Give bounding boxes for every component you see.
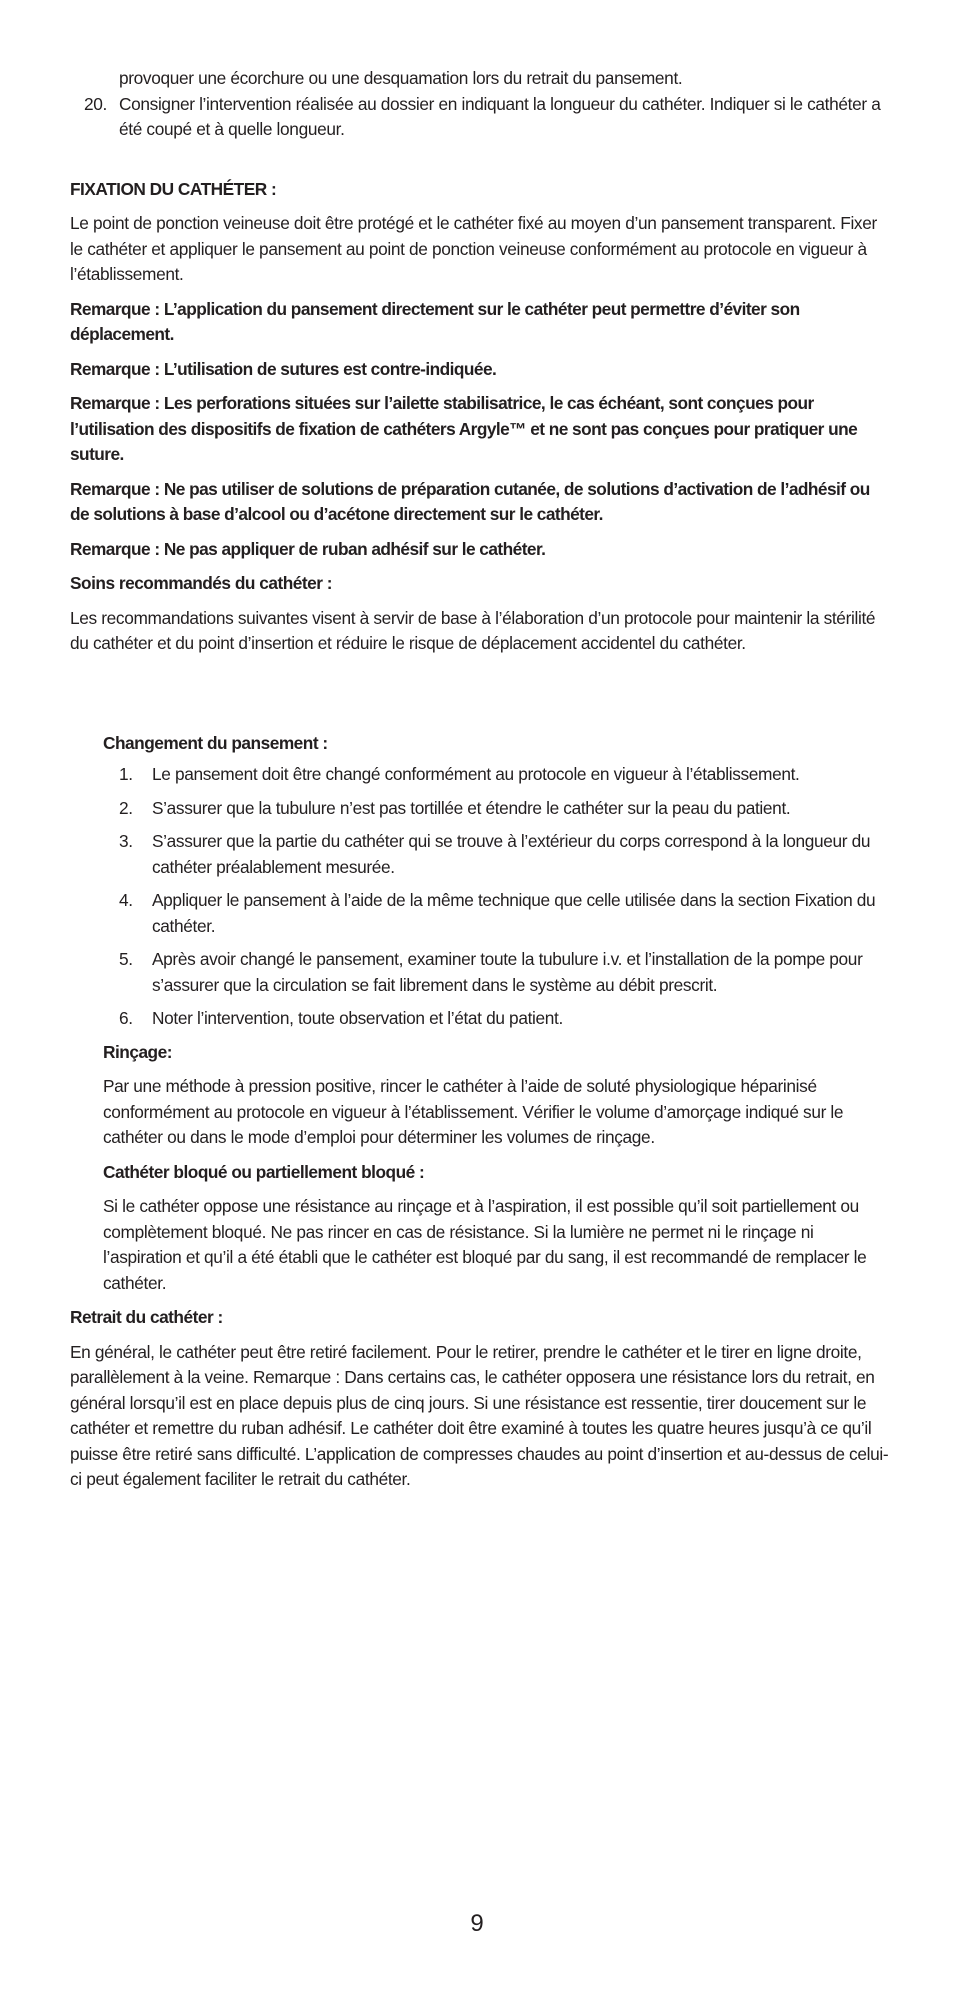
section-heading-soins: Soins recommandés du cathéter : [70,573,333,593]
list-item-number: 5. [119,949,133,969]
list-item-number: 6. [119,1008,133,1028]
list-item [103,796,890,822]
list-item-number: 3. [119,831,133,851]
subsection-heading-changement: Changement du pansement : [103,732,328,753]
section-heading-retrait: Retrait du cathéter : [70,1307,223,1327]
list-item-text: Le pansement doit être changé conformément au protocole en vigueur à l’établissement. [152,764,800,784]
list-item [103,947,890,998]
list-item-text: Consigner l’intervention réalisée au dossier en indiquant la longueur du cathéter. Indiquer si le cathéter a été coupé et à quelle longueur. [119,93,881,139]
page-content [70,66,890,1493]
page-number: 9 [470,1910,484,1937]
rincage-body: Par une méthode à pression positive, rincer le cathéter à l’aide de soluté physiologique héparinisé conformément au protocole en vigueur à l’établissement. Vérifier le volume d’amorçage indiqué sur le cathéter ou dans le mode d’emploi pour déterminer les volumes de rinçage. [103,1076,844,1147]
note-paragraph: Remarque : Ne pas appliquer de ruban adhésif sur le cathéter. [70,538,546,559]
fixation-body: Le point de ponction veineuse doit être protégé et le cathéter fixé au moyen d’un pansement transparent. Fixer le cathéter et appliquer le pansement au point de ponction veineuse conformément au protocole en vigueur à l’établissement. [70,213,877,284]
section-heading-fixation: FIXATION DU CATHÉTER : [70,178,277,199]
list-item-number: 2. [119,797,133,818]
list-item [70,92,890,143]
procedure-list-end [70,92,890,143]
list-item-number: 20. [84,93,107,114]
list-item [103,888,890,939]
list-item [103,762,890,788]
retrait-body: En général, le cathéter peut être retiré facilement. Pour le retirer, prendre le cathéter et le tirer en ligne droite, parallèlement à la veine. Remarque : Dans certains cas, le cathéter opposera une résistance lors du retrait, en général lorsqu’il est en place depuis plus de cinq jours. Si une résistance est ressentie, tirer doucement sur le cathéter et remettre du ruban adhésif. Le cathéter doit être examiné à toutes les quatre heures jusqu’à ce qu’il puisse être retiré sans difficulté. L’application de compresses chaudes au point d’insertion et au-dessus de celui-ci peut également faciliter le retrait du cathéter. [70,1341,889,1489]
note-paragraph: Remarque : L’utilisation de sutures est contre-indiquée. [70,358,497,379]
changement-list [103,762,890,1032]
list-item-text: S’assurer que la tubulure n’est pas tortillée et étendre le cathéter sur la peau du patient. [152,797,791,818]
subsection-heading-bloque: Cathéter bloqué ou partiellement bloqué : [103,1161,425,1182]
continued-item-text: provoquer une écorchure ou une desquamation lors du retrait du pansement. [119,68,683,88]
note-paragraph: Remarque : Ne pas utiliser de solutions de préparation cutanée, de solutions d’activation de l’adhésif ou de solutions à base d’alcool ou d’acétone directement sur le cathéter. [70,478,870,524]
list-item-text: S’assurer que la partie du cathéter qui se trouve à l’extérieur du corps correspond à la longueur du cathéter préalablement mesurée. [152,831,871,877]
note-paragraph: Remarque : L’application du pansement directement sur le cathéter peut permettre d’éviter son déplacement. [70,298,800,344]
bloque-body: Si le cathéter oppose une résistance au rinçage et à l’aspiration, il est possible qu’il soit partiellement ou complètement bloqué. Ne pas rincer en cas de résistance. Si la lumière ne permet ni le rinçage ni l’aspiration et qu’il a été établi que le cathéter est bloqué par du sang, il est recommandé de remplacer le cathéter. [103,1196,867,1293]
note-paragraph: Remarque : Les perforations situées sur l’ailette stabilisatrice, le cas échéant, sont conçues pour l’utilisation des dispositifs de fixation de cathéters Argyle™ et ne sont pas conçues pour pratiquer une suture. [70,393,858,464]
list-item-number: 1. [119,764,133,784]
list-item [103,829,890,880]
list-item-number: 4. [119,890,133,910]
list-item-text: Après avoir changé le pansement, examiner toute la tubulure i.v. et l’installation de la pompe pour s’assurer que la circulation se fait librement dans le système au débit prescrit. [152,949,863,995]
soins-body: Les recommandations suivantes visent à servir de base à l’élaboration d’un protocole pour maintenir la stérilité du cathéter et du point d’insertion et réduire le risque de déplacement accidentel du cathéter. [70,607,876,653]
list-item-text: Noter l’intervention, toute observation et l’état du patient. [152,1008,563,1028]
list-item-text: Appliquer le pansement à l’aide de la même technique que celle utilisée dans la section Fixation du cathéter. [152,890,876,936]
subsection-heading-rincage: Rinçage: [103,1041,172,1062]
list-item [103,1006,890,1032]
subsection-changement [70,731,890,1297]
